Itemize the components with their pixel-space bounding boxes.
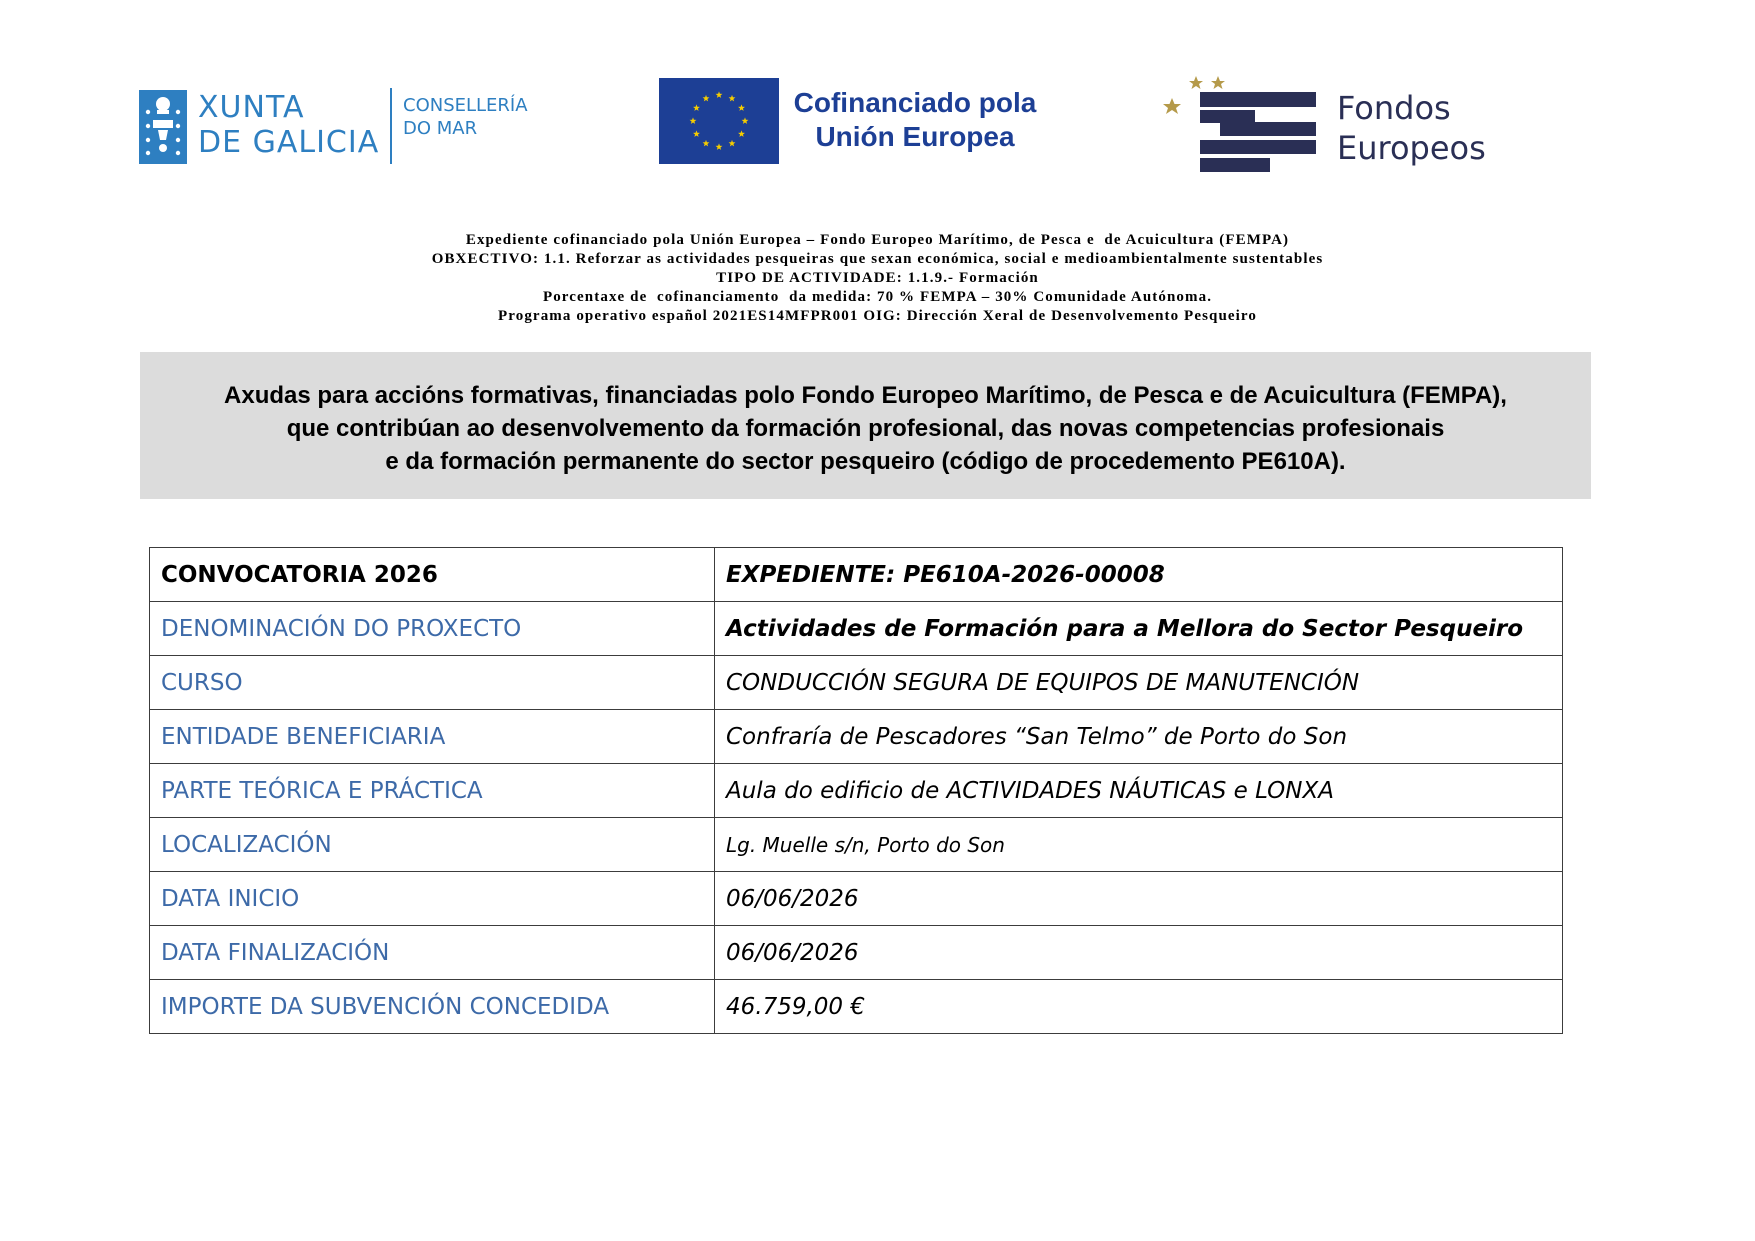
- table-row-value: 46.759,00 €: [715, 980, 1563, 1034]
- xunta-dept-line1: CONSELLERÍA: [403, 95, 528, 116]
- banner-line: e da formación permanente do sector pesqueiro (código de procedemento PE610A).: [385, 448, 1346, 475]
- table-row-value: 06/06/2026: [715, 926, 1563, 980]
- table-row-label: LOCALIZACIÓN: [150, 818, 715, 872]
- aid-title-banner: [140, 352, 1591, 499]
- eu-line1: Cofinanciado pola: [793, 87, 1037, 118]
- banner-text: [140, 352, 1591, 478]
- fondos-europeos-text: [1337, 88, 1486, 168]
- table-row: [150, 764, 1563, 818]
- funding-info: [0, 231, 1755, 326]
- table-row-value: Actividades de Formación para a Mellora do Sector Pesqueiro: [715, 602, 1563, 656]
- table-row: [150, 602, 1563, 656]
- table-row: [150, 980, 1563, 1034]
- logo-row: [0, 0, 1755, 200]
- table-row-label: IMPORTE DA SUBVENCIÓN CONCEDIDA: [150, 980, 715, 1034]
- table-row-label: PARTE TEÓRICA E PRÁCTICA: [150, 764, 715, 818]
- table-row: [150, 656, 1563, 710]
- table-row-value: Aula do edificio de ACTIVIDADES NÁUTICAS e LONXA: [715, 764, 1563, 818]
- xunta-wordmark: [198, 90, 379, 160]
- table-row-label: DATA FINALIZACIÓN: [150, 926, 715, 980]
- table-row: [150, 548, 1563, 602]
- table-row: [150, 818, 1563, 872]
- fondos-europeos-logo: [1160, 70, 1500, 180]
- funding-line: OBXECTIVO: 1.1. Reforzar as actividades pesqueiras que sexan económica, social e medioambientalmente sustentables: [431, 251, 1324, 267]
- eu-flag-icon: [659, 78, 779, 164]
- xunta-line1: XUNTA: [198, 90, 305, 125]
- table-row-value: CONDUCCIÓN SEGURA DE EQUIPOS DE MANUTENCIÓN: [715, 656, 1563, 710]
- xunta-emblem-icon: [139, 90, 187, 164]
- table-row: [150, 926, 1563, 980]
- table-row-label: DENOMINACIÓN DO PROXECTO: [150, 602, 715, 656]
- xunta-department: [403, 94, 528, 140]
- project-info-table: [149, 547, 1563, 1034]
- funding-line: Porcentaxe de cofinanciamento da medida: 70 % FEMPA – 30% Comunidade Autónoma.: [542, 289, 1213, 305]
- funding-line: TIPO DE ACTIVIDADE: 1.1.9.- Formación: [716, 270, 1039, 286]
- banner-line: Axudas para accións formativas, financiadas polo Fondo Europeo Marítimo, de Pesca e de Acuicultura (FEMPA),: [224, 382, 1507, 409]
- table-row: [150, 710, 1563, 764]
- table-row: [150, 872, 1563, 926]
- eu-line2: Unión Europea: [815, 121, 1015, 152]
- fondos-europeos-mark-icon: [1160, 70, 1320, 180]
- funding-line: Programa operativo español 2021ES14MFPR001 OIG: Dirección Xeral de Desenvolvemento Pesqueiro: [497, 308, 1258, 324]
- xunta-line2: DE GALICIA: [198, 125, 380, 160]
- table-row-value: Lg. Muelle s/n, Porto do Son: [715, 818, 1563, 872]
- banner-line: que contribúan ao desenvolvemento da formación profesional, das novas competencias profesionais: [286, 415, 1445, 442]
- table-row-label: DATA INICIO: [150, 872, 715, 926]
- table-row-value: EXPEDIENTE: PE610A-2026-00008: [715, 548, 1563, 602]
- xunta-de-galicia-logo: [139, 88, 539, 168]
- table-row-value: Confraría de Pescadores “San Telmo” de Porto do Son: [715, 710, 1563, 764]
- xunta-separator: [390, 88, 392, 164]
- table-row-label: ENTIDADE BENEFICIARIA: [150, 710, 715, 764]
- xunta-dept-line2: DO MAR: [403, 118, 478, 139]
- eu-text: [793, 86, 1037, 154]
- table-row-value: 06/06/2026: [715, 872, 1563, 926]
- funding-line: Expediente cofinanciado pola Unión Europea – Fondo Europeo Marítimo, de Pesca e de Acuicultura (FEMPA): [465, 232, 1290, 248]
- fondos-line2: Europeos: [1337, 129, 1486, 167]
- table-row-label: CURSO: [150, 656, 715, 710]
- eu-cofinanced-logo: [659, 78, 1039, 166]
- fondos-line1: Fondos: [1337, 89, 1451, 127]
- table-row-label: CONVOCATORIA 2026: [150, 548, 715, 602]
